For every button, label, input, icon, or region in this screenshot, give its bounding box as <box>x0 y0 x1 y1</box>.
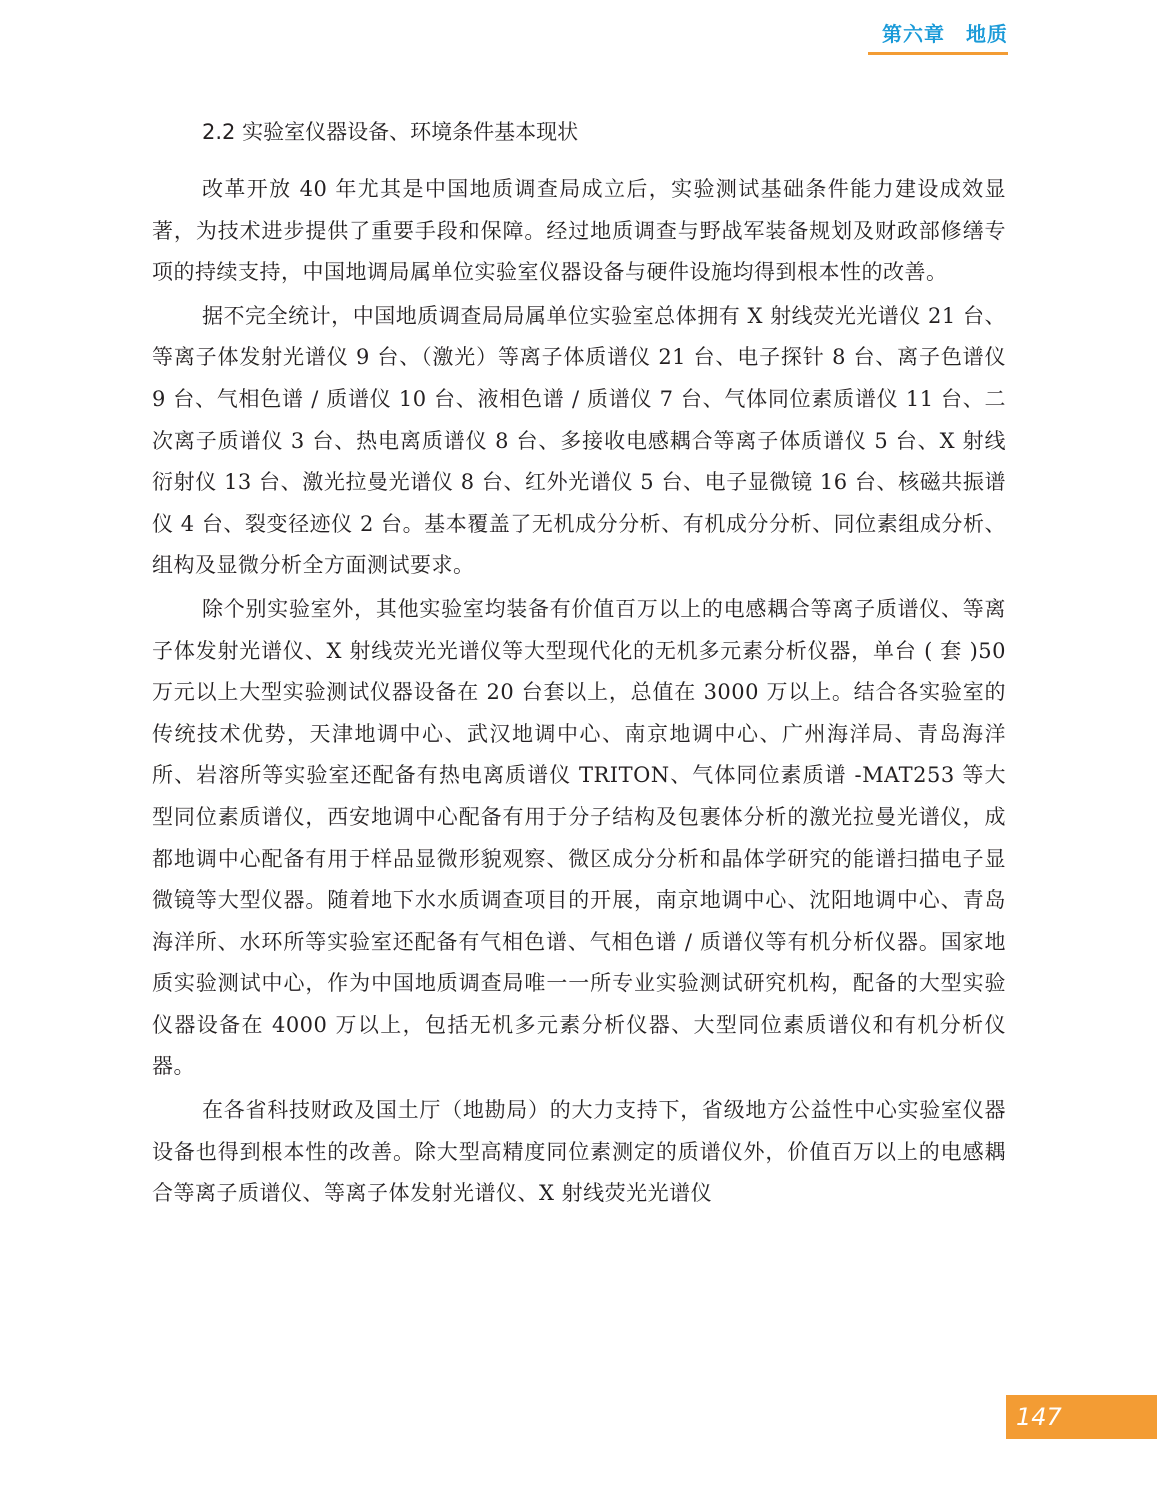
paragraph-2: 据不完全统计，中国地质调查局局属单位实验室总体拥有 X 射线荧光光谱仪 21 台、等离子体发射光谱仪 9 台、（激光）等离子体质谱仪 21 台、电子探针 8 台、离子色谱仪 9 台、气相色谱 / 质谱仪 10 台、液相色谱 / 质谱仪 7 台、气体同位素质谱仪 11 台、二次离子质谱仪 3 台、热电离质谱仪 8 台、多接收电感耦合等离子体质谱仪 5 台、X 射线衍射仪 13 台、激光拉曼光谱仪 8 台、红外光谱仪 5 台、电子显微镜 16 台、核磁共振谱仪 4 台、裂变径迹仪 2 台。基本覆盖了无机成分分析、有机成分分析、同位素组成分析、组构及显微分析全方面测试要求。 <box>152 303 1006 578</box>
header-underline <box>868 52 1008 55</box>
paragraph-4: 在各省科技财政及国土厅（地勘局）的大力支持下，省级地方公益性中心实验室仪器设备也得到根本性的改善。除大型高精度同位素测定的质谱仪外，价值百万以上的电感耦合等离子质谱仪、等离子体发射光谱仪、X 射线荧光光谱仪 <box>152 1098 1006 1206</box>
section-heading: 2.2 实验室仪器设备、环境条件基本现状 <box>202 120 579 144</box>
page-body <box>152 112 1006 1217</box>
paragraph-1: 改革开放 40 年尤其是中国地质调查局成立后，实验测试基础条件能力建设成效显著，为技术进步提供了重要手段和保障。经过地质调查与野战军装备规划及财政部修缮专项的持续支持，中国地调局属单位实验室仪器设备与硬件设施均得到根本性的改善。 <box>152 177 1006 285</box>
paragraph-3: 除个别实验室外，其他实验室均装备有价值百万以上的电感耦合等离子质谱仪、等离子体发射光谱仪、X 射线荧光光谱仪等大型现代化的无机多元素分析仪器，单台 ( 套 )50 万元以上大型实验测试仪器设备在 20 台套以上，总值在 3000 万以上。结合各实验室的传统技术优势，天津地调中心、武汉地调中心、南京地调中心、广州海洋局、青岛海洋所、岩溶所等实验室还配备有热电离质谱仪 TRITON、气体同位素质谱 -MAT253 等大型同位素质谱仪，西安地调中心配备有用于分子结构及包裹体分析的激光拉曼光谱仪，成都地调中心配备有用于样品显微形貌观察、微区成分分析和晶体学研究的能谱扫描电子显微镜等大型仪器。随着地下水水质调查项目的开展，南京地调中心、沈阳地调中心、青岛海洋所、水环所等实验室还配备有气相色谱、气相色谱 / 质谱仪等有机分析仪器。国家地质实验测试中心，作为中国地质调查局唯一一所专业实验测试研究机构，配备的大型实验仪器设备在 4000 万以上，包括无机多元素分析仪器、大型同位素质谱仪和有机分析仪器。 <box>152 596 1006 1079</box>
page-number: 147 <box>1006 1395 1157 1439</box>
running-header <box>868 16 1008 58</box>
chapter-title: 第六章 地质 <box>882 22 1008 46</box>
